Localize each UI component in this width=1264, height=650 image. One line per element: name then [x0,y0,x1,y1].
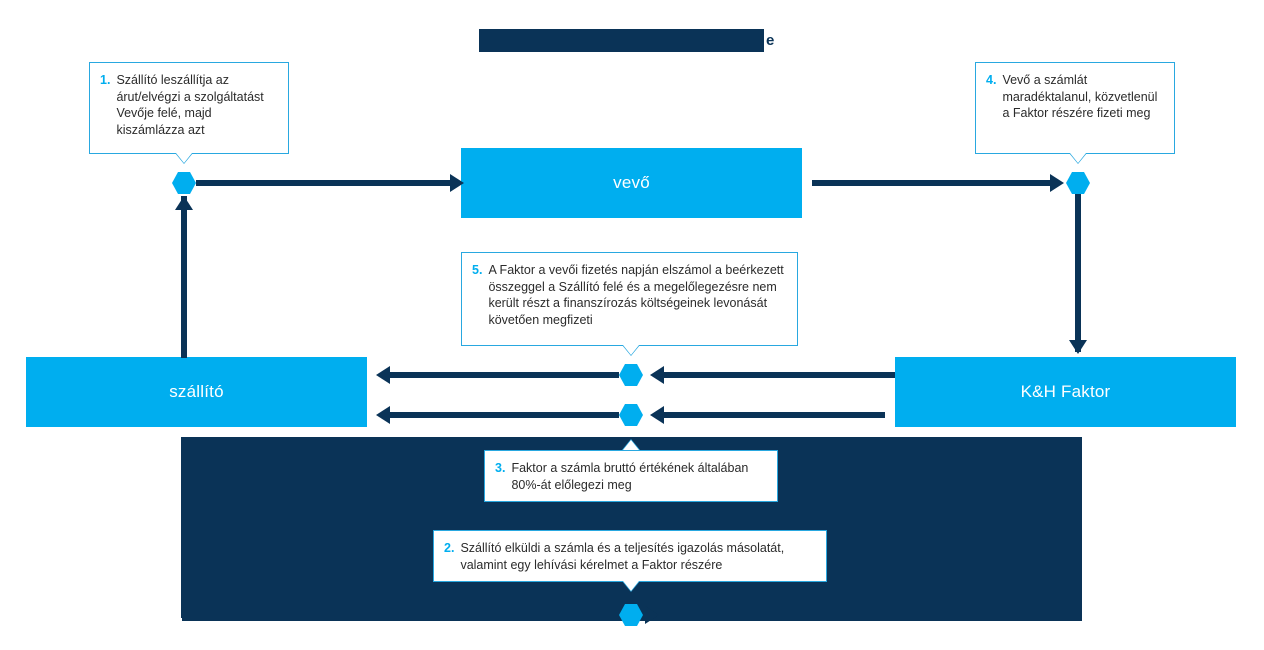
callout-step-1-text: Szállító leszállítja az árut/elvégzi a szolgáltatást Vevője felé, majd kiszámlázza azt [116,73,264,137]
arrow-head-szallito-up [175,196,193,210]
node-kh-faktor [895,357,1236,427]
callout-step-2-number: 2. [444,541,455,555]
callout-step-2-pointer-inner [623,581,639,591]
callout-step-4-number: 4. [986,73,997,87]
callout-step-3-pointer-inner [623,440,639,450]
callout-step-1 [89,62,289,154]
arrow-line-5-right [655,372,895,378]
arrow-line-faktor-down [1075,194,1081,352]
callout-step-3-number: 3. [495,461,506,475]
node-kh-faktor-label: K&H Faktor [1020,382,1111,401]
arrow-line-2-bottom-left [181,612,631,618]
callout-step-1-pointer-inner [176,153,192,163]
arrow-line-szallito-up [181,196,187,358]
arrow-line-3-left [390,412,619,418]
node-szallito-label: szállító [169,382,224,401]
hex-node-5 [619,364,643,386]
arrow-head-4 [1050,174,1064,192]
arrow-head-faktor-down [1069,340,1087,354]
callout-step-2-text: Szállító elküldi a számla és a teljesítés igazolás másolatát, valamint egy lehívási kérelmet a Faktor részére [460,541,785,572]
arrow-head-5-mid [650,366,664,384]
arrow-line-2-right-vertical [1076,437,1082,618]
callout-step-4 [975,62,1175,154]
arrow-head-1 [450,174,464,192]
arrow-line-4 [812,180,1057,186]
arrow-head-2 [645,606,659,624]
callout-step-3 [484,450,778,502]
hex-node-1 [172,172,196,194]
hex-node-4 [1066,172,1090,194]
node-vevo-label: vevő [613,173,650,192]
node-vevo [461,148,802,218]
callout-step-3-text: Faktor a számla bruttó értékének általában 80%-át előlegezi meg [511,461,749,492]
arrow-line-2-left-vertical [181,437,187,618]
callout-step-5-number: 5. [472,263,483,277]
callout-step-5-pointer-inner [623,345,639,355]
callout-step-4-text: Vevő a számlát maradéktalanul, közvetlenül a Faktor részére fizeti meg [1002,73,1158,120]
arrow-head-3-mid [650,406,664,424]
title-redaction-block [479,29,764,52]
arrow-line-2-bottom-right [655,612,1082,618]
arrow-head-3-left [376,406,390,424]
hex-node-3 [619,404,643,426]
callout-step-5 [461,252,798,346]
arrow-head-5-left [376,366,390,384]
arrow-line-1 [196,180,454,186]
arrow-line-3-right [655,412,885,418]
title-visible-tail: e [766,32,775,49]
callout-step-1-number: 1. [100,73,111,87]
callout-step-2 [433,530,827,582]
arrow-line-5-left [390,372,619,378]
node-szallito [26,357,367,427]
callout-step-4-pointer-inner [1070,153,1086,163]
callout-step-5-text: A Faktor a vevői fizetés napján elszámol a beérkezett összeggel a Szállító felé és a megelőlegezésre nem került részt a finanszírozás költségeinek levonását követően megfizeti [488,263,784,327]
